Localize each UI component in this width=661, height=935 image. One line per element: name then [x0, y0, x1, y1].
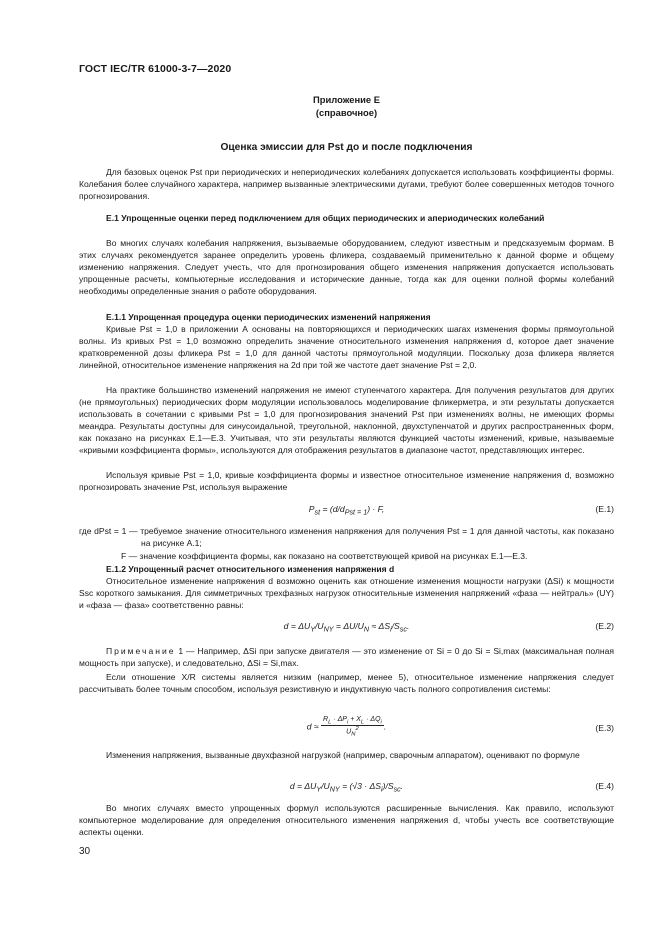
formula-e2: $d = \Delta U_Y/U_{NY} = \Delta U/U_N \approx \Delta S_i/S_{sc}$.: [283, 621, 410, 634]
appendix-type: (справочное): [315, 107, 378, 118]
e12-heading: Е.1.2 Упрощенный расчет относительного изменения напряжения d: [106, 564, 395, 574]
equation-e2: [79, 621, 614, 635]
appendix-heading: [79, 93, 614, 119]
note-label: Примечание: [106, 646, 176, 656]
equation-number: (Е.4): [595, 781, 614, 791]
note: [79, 645, 614, 669]
page-number: 30: [79, 846, 91, 857]
equation-number: (Е.1): [595, 504, 614, 514]
document-code: ГОСТ IEC/TR 61000-3-7—2020: [79, 63, 232, 75]
e11-paragraph-2: На практике большинство изменений напряжения не имеют ступенчатого характера. Для получения результатов для других (не прямоугольных) периодических форм модуляции использовалось моделирование фликерметра, и эти результаты допускается использовать в сочетании с кривыми Pst = 1,0 для прогнозирования значений Pst при изменениях волны, не имеющих формы меандра. Результаты доступны для синусоидальной, треугольной, наклонной, двухступенчатой и других распространенных форм, как показано на рисунках Е.1—Е.3. Учитывая, что эти результаты являются функцией частоты изменений, кривые, называемые «кривыми коэффициента формы», используются для отображения результатов в диапазоне частот, представляющих интерес.: [79, 385, 614, 456]
equation-number: (Е.3): [595, 723, 614, 733]
formula-e3: d ≈ $\frac{R_L \cdot \Delta P_i + X_L \cdot \Delta Q_i}{U_N^2}$ .: [306, 716, 387, 739]
note-text: 1 — Например, ΔSi при запуске двигателя — это изменение от Si = 0 до Si = Si,max (максимальная полная мощность при запуске), и следовательно, ΔSi = Si,max.: [79, 646, 614, 669]
where-item-2: F — значение коэффициента формы, как показано на соответствующей кривой на рисунках Е.1—Е.3.: [121, 551, 528, 561]
where-item-1: где dPst = 1 — требуемое значение относительного изменения напряжения для получения Pst = 1 для данной частоты, как показано на рисунке А.1;: [79, 526, 614, 549]
appendix-label: Приложение Е: [313, 94, 380, 105]
intro-paragraph: Для базовых оценок Pst при периодических и непериодических колебаниях допускается использовать коэффициенты формы. Колебания более случайного характера, например вызванные электрическими дугами, требуют более совершенных методов точного прогнозирования.: [79, 167, 614, 202]
e12-paragraph-2: Если отношение X/R системы является низким (например, менее 5), относительное изменение напряжения следует рассчитывать более точным способом, используя резистивную и индуктивную часть полного сопротивления системы:: [79, 672, 614, 695]
e12-paragraph-1: Относительное изменение напряжения d возможно оценить как отношение изменения мощности нагрузки (ΔSi) к мощности Ssc короткого замыкания. Для симметричных трехфазных нагрузок относительные изменения напряжений «фаза — нейтраль» (UY) и «фаза — фаза» соответственно равны:: [79, 576, 614, 611]
equation-e3: [79, 716, 614, 746]
section-title: Оценка эмиссии для Pst до и после подключения: [220, 142, 473, 153]
equation-e4: [79, 781, 614, 795]
e12-paragraph-3: Изменения напряжения, вызванные двухфазной нагрузкой (например, сварочным аппаратом), оценивают по формуле: [106, 750, 580, 760]
e1-heading: Е.1 Упрощенные оценки перед подключением для общих периодических и апериодических колебаний: [106, 213, 545, 223]
formula-e4: $d = \Delta U_Y/U_{NY} = (√3 \cdot \Delta S_i)/S_{sc}$.: [289, 781, 404, 794]
e11-paragraph-3: Используя кривые Pst = 1,0, кривые коэффициента формы и известное относительное изменение напряжения d, возможно прогнозировать значение Pst, используя выражение: [79, 470, 614, 493]
equation-e1: [79, 504, 614, 518]
e12-paragraph-4: Во многих случаях вместо упрощенных формул используются расширенные вычисления. Как правило, используют компьютерное моделирование для определения относительного изменения напряжения d, чтобы учесть все соответствующие аспекты оценки.: [79, 803, 614, 838]
equation-number: (Е.2): [595, 621, 614, 631]
e11-paragraph-1: Кривые Pst = 1,0 в приложении А основаны на повторяющихся и периодических шагах изменения формы прямоугольной волны. Из кривых Pst = 1,0 возможно определить значение относительного изменения напряжения d, которое дает значение кратковременной дозы фликера Pst = 1,0 для данной частоты прямоугольной модуляции. Поскольку доза фликера является линейной, относительное изменение напряжения на 2d при той же частоте дает значение Pst = 2,0.: [79, 324, 614, 371]
formula-e1: $P_{st} = (d/d_{Pst = 1}) \cdot F$,: [308, 504, 385, 517]
e11-heading: Е.1.1 Упрощенная процедура оценки периодических изменений напряжения: [106, 312, 431, 322]
e1-paragraph: Во многих случаях колебания напряжения, вызываемые оборудованием, следуют известным и предсказуемым формам. В этих случаях рекомендуется заранее определить уровень фликера, создаваемый применительно к данной форме и общему изменению напряжения. Следует учесть, что для прогнозирования общего изменения напряжения допускается использовать упрощенные расчеты, компьютерные исследования и исторические данные, тогда как для оценки полной формы колебаний необходимы определенные знания о работе оборудования.: [79, 238, 614, 297]
